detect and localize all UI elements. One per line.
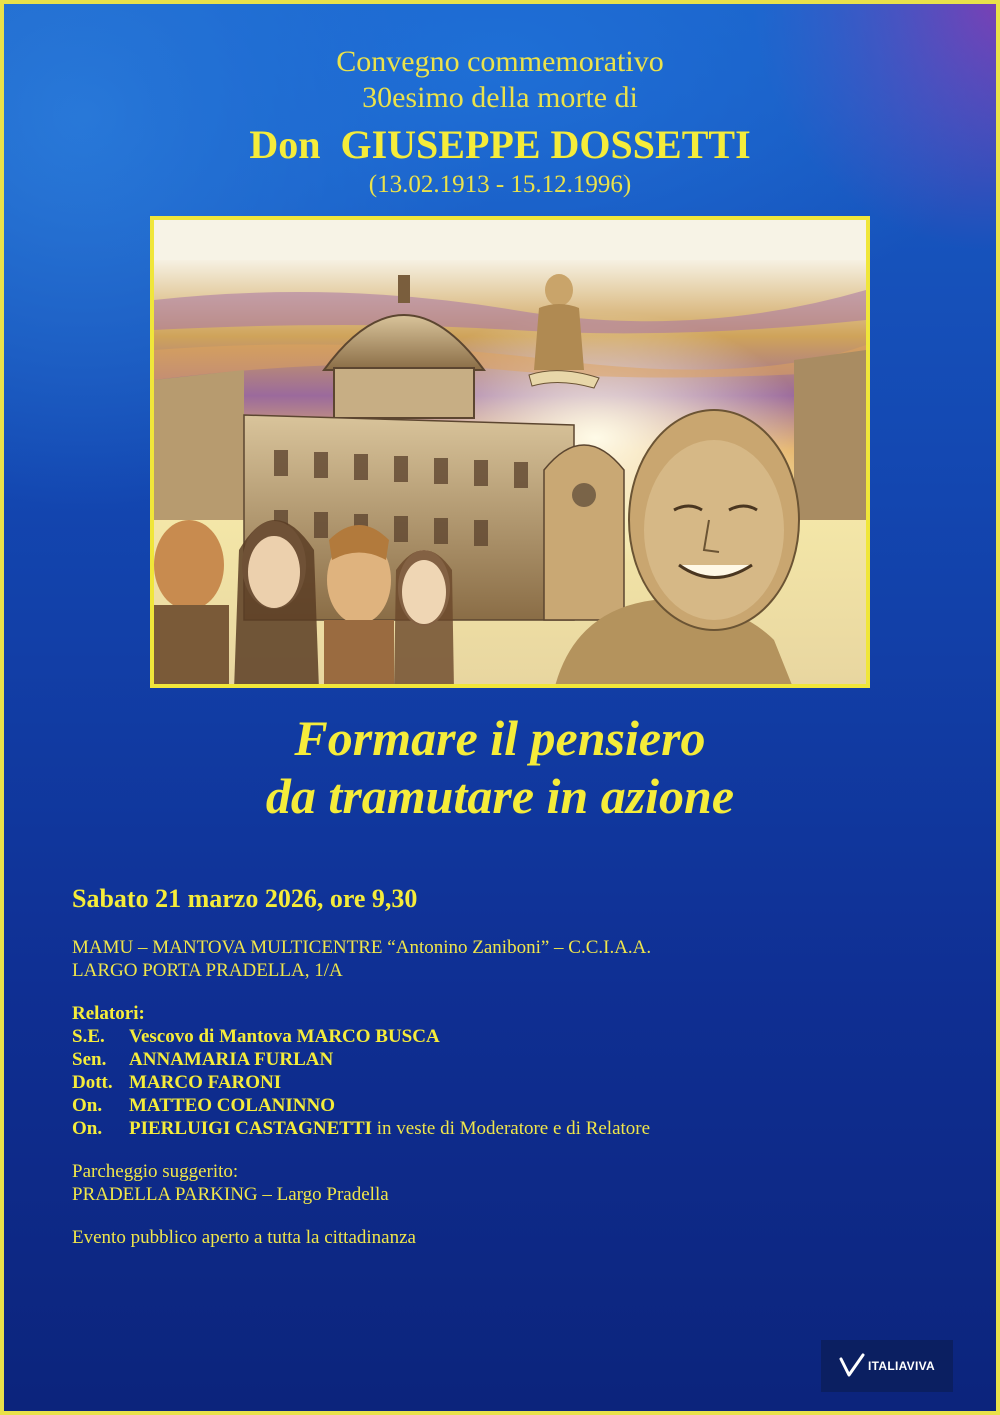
speaker-row: [72, 1094, 972, 1117]
parking-label: Parcheggio suggerito:: [72, 1161, 239, 1182]
speaker-name: ANNAMARIA FURLAN: [129, 1049, 334, 1070]
speaker-name: MATTEO COLANINNO: [129, 1095, 336, 1116]
poster-header: [4, 44, 996, 200]
speaker-row: [72, 1025, 972, 1048]
public-event-note: Evento pubblico aperto a tutta la cittadinanza: [72, 1227, 416, 1248]
speaker-name: PIERLUIGI CASTAGNETTI: [129, 1118, 373, 1139]
speaker-title: Sen.: [72, 1049, 107, 1070]
italiaviva-v-logo-icon: [839, 1353, 865, 1379]
speakers-heading: Relatori:: [72, 1003, 145, 1024]
speaker-note: in veste di Moderatore e di Relatore: [372, 1118, 651, 1139]
speaker-name: Vescovo di Mantova MARCO BUSCA: [129, 1026, 440, 1047]
speaker-title: S.E.: [72, 1026, 105, 1047]
honoree-name: Don GIUSEPPE DOSSETTI: [249, 122, 751, 167]
slogan-line-2: da tramutare in azione: [265, 768, 735, 824]
event-date-time: Sabato 21 marzo 2026, ore 9,30: [72, 884, 418, 913]
speaker-row: [72, 1117, 972, 1140]
speakers-list: [72, 1002, 972, 1140]
venue-line-1: MAMU – MANTOVA MULTICENTRE “Antonino Zaniboni” – C.C.I.A.A.: [72, 937, 652, 958]
speaker-row: [72, 1071, 972, 1094]
event-venue: [72, 936, 972, 982]
artwork-frame: [150, 216, 870, 688]
illustration-mantova-dossetti: [154, 220, 866, 684]
header-line-2: 30esimo della morte di: [362, 81, 638, 114]
speaker-title: Dott.: [72, 1072, 113, 1093]
parking-info: [72, 1160, 972, 1206]
speaker-title: On.: [72, 1118, 103, 1139]
slogan-line-1: Formare il pensiero: [294, 710, 706, 766]
honoree-dates: (13.02.1913 - 15.12.1996): [368, 171, 632, 198]
speaker-row: [72, 1048, 972, 1071]
parking-value: PRADELLA PARKING – Largo Pradella: [72, 1184, 389, 1205]
speaker-name: MARCO FARONI: [129, 1072, 282, 1093]
event-slogan: [4, 709, 996, 825]
event-details: [72, 884, 972, 1249]
venue-line-2: LARGO PORTA PRADELLA, 1/A: [72, 960, 343, 981]
italiaviva-logo: [821, 1340, 953, 1392]
header-line-1: Convegno commemorativo: [336, 45, 664, 78]
speaker-title: On.: [72, 1095, 103, 1116]
logo-text: ITALIAVIVA: [868, 1359, 935, 1373]
